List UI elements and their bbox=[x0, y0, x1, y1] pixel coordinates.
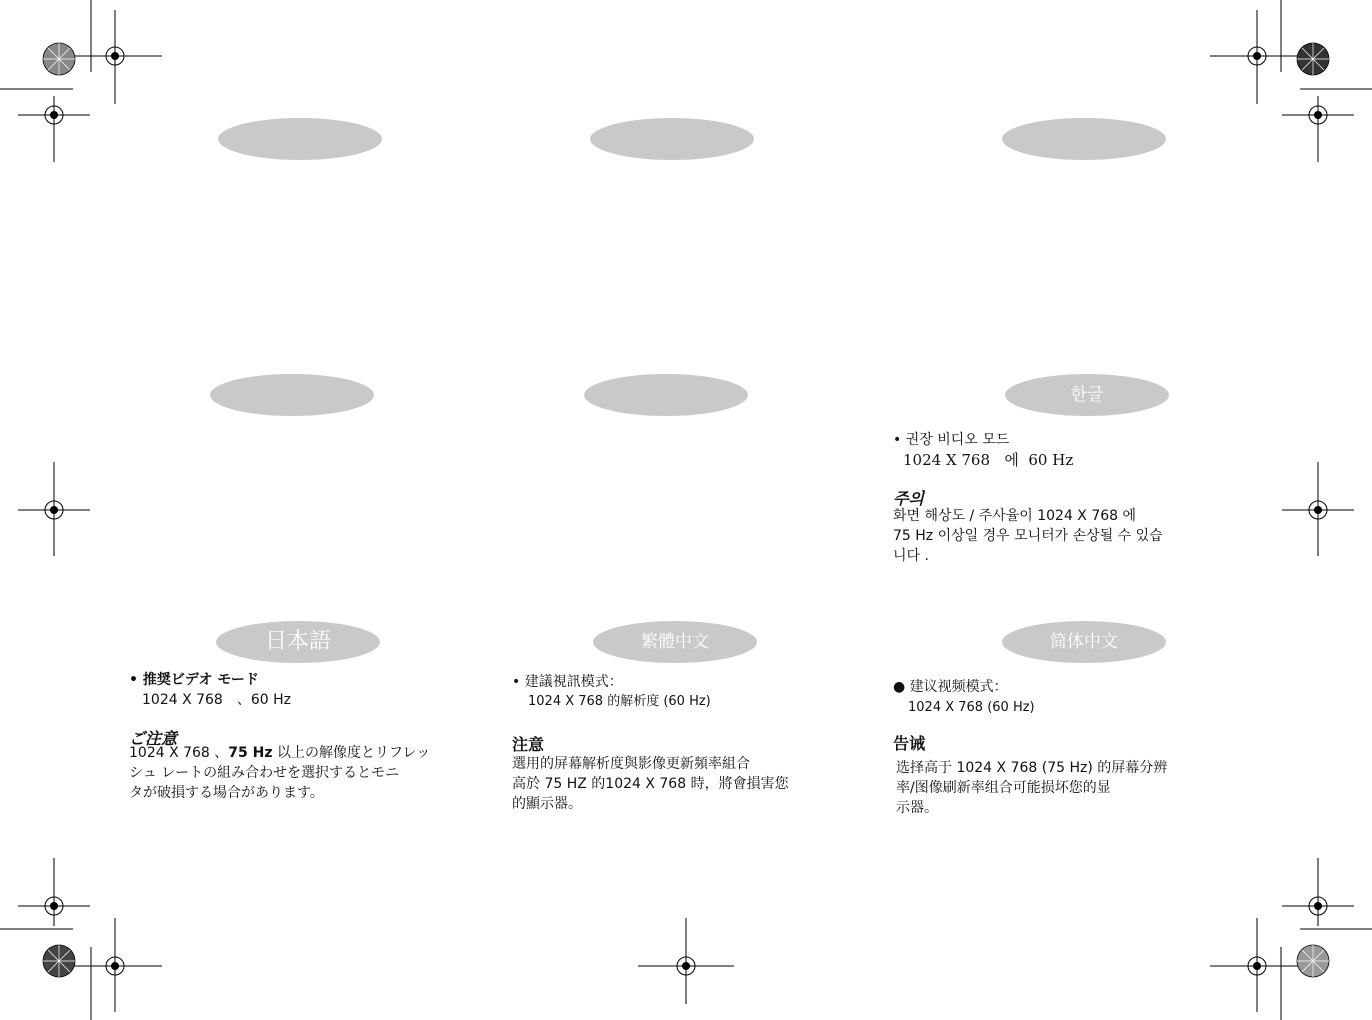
language-tab-blank bbox=[210, 374, 374, 416]
language-tab-korean: 한글 bbox=[1005, 374, 1169, 416]
language-tab-blank bbox=[584, 374, 748, 416]
language-tab-simplified-chinese: 简体中文 bbox=[1002, 621, 1166, 663]
recommended-mode-heading: • 建議視訊模式： bbox=[512, 674, 623, 690]
caution-text-line: 選用的屏幕解析度與影像更新頻率組合 bbox=[512, 756, 750, 772]
caution-heading: ご注意 bbox=[129, 729, 178, 748]
caution-text-line: 75 Hz 이상일 경우 모니터가 손상될 수 있습 bbox=[893, 528, 1163, 544]
caution-text-line: 1024 X 768 、75 Hz 以上の解像度とリフレッ bbox=[129, 745, 431, 761]
caution-text-line: 高於 75 HZ 的1024 X 768 時，將會損害您 bbox=[512, 776, 789, 792]
language-tab-blank bbox=[1002, 118, 1166, 160]
caution-text-line: 率/图像刷新率组合可能损坏您的显 bbox=[896, 780, 1111, 796]
language-tab-blank bbox=[218, 118, 382, 160]
caution-text-line: 示器。 bbox=[896, 800, 938, 816]
language-tab-japanese: 日本語 bbox=[216, 621, 380, 663]
caution-heading: 주의 bbox=[893, 489, 924, 508]
recommended-mode-heading: • 권장 비디오 모드 bbox=[893, 432, 1010, 448]
recommended-mode-heading: • 推奨ビデオ モード bbox=[129, 672, 259, 688]
caution-heading: 告诫 bbox=[893, 734, 926, 753]
caution-text-line: シュ レートの組み合わせを選択するとモニ bbox=[129, 765, 400, 781]
recommended-mode-value: 1024 X 768 (60 Hz) bbox=[908, 700, 1035, 715]
recommended-mode-value: 1024 X 768 、60 Hz bbox=[142, 692, 291, 708]
recommended-mode-heading: ● 建议视频模式： bbox=[893, 679, 1008, 695]
caution-text-line: 니다 . bbox=[893, 548, 929, 564]
language-tab-blank bbox=[590, 118, 754, 160]
caution-heading: 注意 bbox=[512, 735, 545, 754]
caution-text-line: 화면 해상도 / 주사율이 1024 X 768 에 bbox=[893, 508, 1137, 524]
recommended-mode-value: 1024 X 768 에 60 Hz bbox=[903, 451, 1074, 469]
language-tab-traditional-chinese: 繁體中文 bbox=[593, 621, 757, 663]
caution-text-line: タが破損する場合があります。 bbox=[129, 785, 324, 801]
caution-text-line: 选择高于 1024 X 768 (75 Hz) 的屏幕分辨 bbox=[896, 760, 1168, 776]
caution-text-line: 的顯示器。 bbox=[512, 796, 582, 812]
recommended-mode-value: 1024 X 768 的解析度 (60 Hz) bbox=[528, 694, 711, 709]
